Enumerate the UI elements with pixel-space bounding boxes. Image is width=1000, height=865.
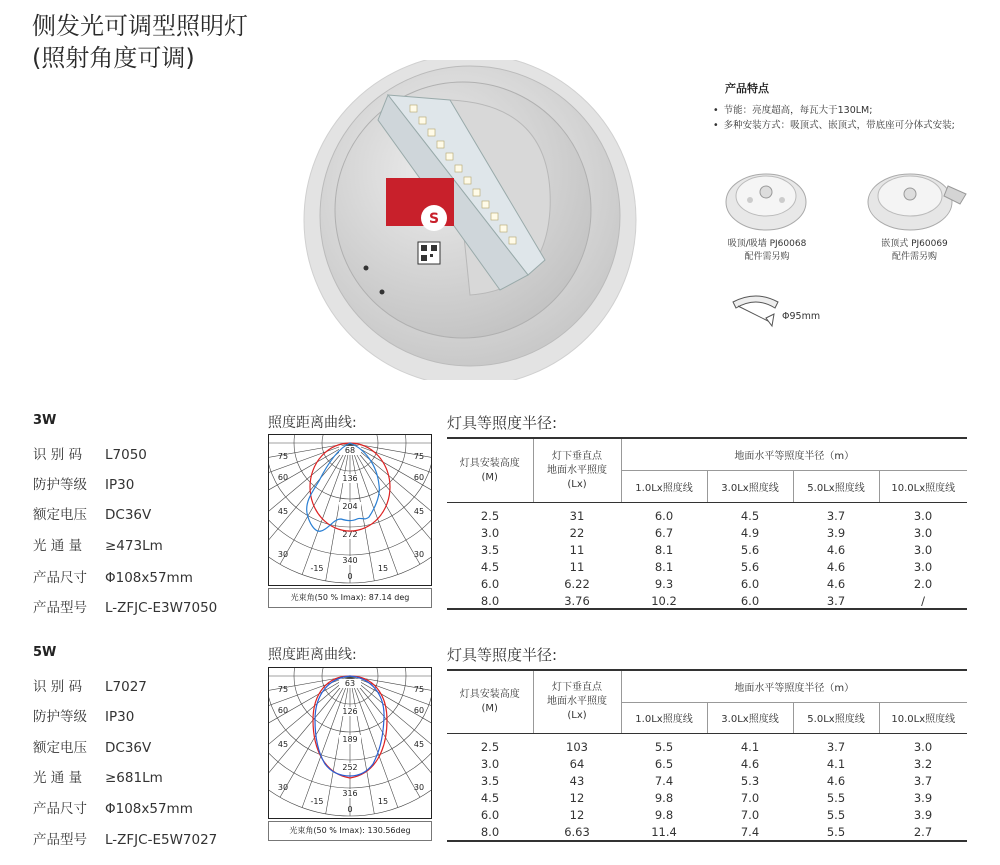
- product-photo: [300, 60, 645, 380]
- table-row: [447, 823, 967, 840]
- polar-angle-label: 30: [277, 550, 289, 559]
- polar-angle-label: -15: [310, 564, 324, 573]
- spec-row: [33, 675, 147, 695]
- accessory-caption: [862, 238, 967, 264]
- polar-chart-title: 照度距离曲线:: [268, 647, 357, 663]
- illuminance-table: [447, 439, 967, 609]
- cell: 11: [569, 542, 585, 557]
- header-radius-3lx: 3.0Lx照度线: [707, 470, 793, 502]
- header-line: (Lx): [567, 478, 587, 490]
- spec-value: ≥681Lm: [105, 770, 163, 786]
- page-title: [32, 10, 248, 74]
- cell: 3.7: [913, 773, 933, 788]
- header-line: 灯下垂直点: [552, 682, 602, 693]
- cell: 5.6: [740, 559, 760, 574]
- spec-row: [33, 797, 193, 817]
- polar-angle-label: 30: [277, 783, 289, 792]
- cell: 7.0: [740, 807, 760, 822]
- spec-row: [33, 534, 163, 554]
- polar-ring-label: 136: [342, 474, 358, 483]
- table-bottom-rule: [447, 840, 967, 842]
- cell: 6.22: [564, 576, 590, 591]
- polar-angle-label: 60: [413, 473, 425, 482]
- polar-angle-label: 30: [413, 550, 425, 559]
- accessory-caption: [722, 238, 812, 264]
- table-row: [447, 806, 967, 823]
- cell: 6.0: [654, 508, 674, 523]
- table-row: [447, 789, 967, 806]
- table-title: 灯具等照度半径:: [447, 414, 558, 432]
- cell: 7.0: [740, 790, 760, 805]
- cell: 4.6: [826, 542, 846, 557]
- polar-angle-label: 75: [413, 452, 425, 461]
- spec-row: [33, 473, 134, 493]
- spec-value: Φ108x57mm: [105, 570, 193, 586]
- spec-key: 防护等级: [33, 709, 87, 725]
- cell: 12: [569, 807, 585, 822]
- cell: 9.8: [654, 807, 674, 822]
- polar-angle-label: 60: [277, 706, 289, 715]
- cell: 103: [566, 739, 588, 754]
- header-radius-5lx: 5.0Lx照度线: [793, 470, 879, 502]
- spec-value: ≥473Lm: [105, 538, 163, 554]
- power-heading: 5W: [33, 645, 57, 660]
- polar-angle-label: 75: [277, 685, 289, 694]
- spec-row: [33, 443, 147, 463]
- spec-value: Φ108x57mm: [105, 801, 193, 817]
- spec-key: 产品尺寸: [33, 801, 87, 817]
- table-row: [447, 524, 967, 541]
- polar-angle-label: 60: [277, 473, 289, 482]
- polar-angle-label: 45: [277, 740, 289, 749]
- feature-item: • 节能：亮度超高，每瓦大于130LM;: [713, 102, 872, 116]
- spec-key: 产品尺寸: [33, 570, 87, 586]
- cell: 5.5: [826, 807, 846, 822]
- cell: 2.0: [913, 576, 933, 591]
- cell: 4.5: [480, 559, 500, 574]
- header-vertical-illuminance: [533, 439, 621, 502]
- table-row: [447, 738, 967, 755]
- spec-key: 产品型号: [33, 832, 87, 848]
- cell: 6.0: [740, 593, 760, 608]
- cell: 3.5: [480, 773, 500, 788]
- certification-mark-label: S: [428, 211, 440, 227]
- spec-row: [33, 566, 193, 586]
- power-heading: 3W: [33, 413, 57, 428]
- cell: 3.0: [913, 542, 933, 557]
- cell: 3.7: [826, 593, 846, 608]
- cell: 3.0: [480, 525, 500, 540]
- spec-value: L7027: [105, 679, 147, 695]
- cell: 5.5: [654, 739, 674, 754]
- polar-curve-blue: [307, 443, 380, 531]
- polar-angle-label: 60: [413, 706, 425, 715]
- table-row: [447, 541, 967, 558]
- table-row: [447, 558, 967, 575]
- header-radius-10lx: 10.0Lx照度线: [891, 482, 956, 494]
- cell: 4.5: [740, 508, 760, 523]
- polar-angle-label: 0: [347, 572, 353, 581]
- spec-key: 光 通 量: [33, 538, 83, 554]
- table-row: [447, 755, 967, 772]
- cell: 4.6: [826, 773, 846, 788]
- cell: 6.7: [654, 525, 674, 540]
- cell: 9.3: [654, 576, 674, 591]
- header-install-height: [447, 439, 533, 502]
- polar-ring-label: 126: [342, 707, 358, 716]
- spec-value: L-ZFJC-E5W7027: [105, 832, 218, 848]
- cell: 4.1: [740, 739, 760, 754]
- cell: 3.0: [913, 739, 933, 754]
- cell: 8.1: [654, 542, 674, 557]
- header-line: 地面水平照度: [547, 696, 607, 707]
- cell: 3.0: [480, 756, 500, 771]
- cell: 2.7: [913, 824, 933, 839]
- cell: 6.0: [480, 807, 500, 822]
- cell: 3.2: [913, 756, 933, 771]
- cell: 8.0: [480, 593, 500, 608]
- cell: 6.0: [740, 576, 760, 591]
- cell: 4.5: [480, 790, 500, 805]
- cell: 3.7: [826, 508, 846, 523]
- spec-key: 产品型号: [33, 600, 87, 616]
- table-row: [447, 592, 967, 609]
- header-radius-5lx: 5.0Lx照度线: [793, 702, 879, 733]
- cell: 8.0: [480, 824, 500, 839]
- polar-chart-svg: [269, 435, 431, 585]
- table-title: 灯具等照度半径:: [447, 646, 558, 664]
- cell: 4.1: [826, 756, 846, 771]
- spec-value: DC36V: [105, 507, 152, 523]
- spec-key: 额定电压: [33, 740, 87, 756]
- cell: 3.0: [913, 508, 933, 523]
- accessory-caption-line: 嵌顶式 PJ60069: [881, 239, 948, 249]
- cutout-dimension-icon: [728, 288, 783, 332]
- polar-chart-box: [268, 434, 432, 586]
- header-line: (Lx): [567, 710, 587, 721]
- polar-ring-label: 204: [342, 502, 358, 511]
- cell: 3.76: [564, 593, 590, 608]
- header-radius-3lx: 3.0Lx照度线: [707, 702, 793, 733]
- header-install-height: [447, 671, 533, 733]
- spec-row: [33, 596, 217, 616]
- spec-row: [33, 705, 134, 725]
- cell: 2.5: [480, 739, 500, 754]
- illuminance-table: [447, 671, 967, 840]
- spec-value: DC36V: [105, 740, 152, 756]
- cell: 6.5: [654, 756, 674, 771]
- header-line: (M): [481, 703, 498, 714]
- table-row: [447, 575, 967, 592]
- cell: 4.6: [826, 559, 846, 574]
- cell: 22: [569, 525, 585, 540]
- header-radius-group: 地面水平等照度半径（m）: [621, 671, 967, 702]
- polar-chart-title: 照度距离曲线:: [268, 415, 357, 431]
- header-line: 灯具安装高度: [459, 689, 520, 700]
- polar-chart-box: [268, 667, 432, 819]
- accessory-caption-line: 配件需另购: [744, 252, 790, 262]
- cell: 3.9: [826, 525, 846, 540]
- polar-ring-label: 252: [342, 763, 358, 772]
- spec-value: L-ZFJC-E3W7050: [105, 600, 218, 616]
- spec-row: [33, 503, 151, 523]
- cell: /: [921, 593, 925, 608]
- cell: 9.8: [654, 790, 674, 805]
- polar-angle-label: 0: [347, 805, 353, 814]
- accessory-caption-line: 吸顶/吸墙 PJ60068: [727, 239, 807, 249]
- features-title: 产品特点: [725, 82, 769, 95]
- polar-angle-label: 30: [413, 783, 425, 792]
- cell: 2.5: [480, 508, 500, 523]
- polar-ring-label: 63: [344, 679, 356, 688]
- cell: 4.9: [740, 525, 760, 540]
- cell: 8.1: [654, 559, 674, 574]
- spec-key: 识 别 码: [33, 447, 83, 463]
- header-line: (M): [481, 471, 498, 483]
- table-row: [447, 772, 967, 789]
- polar-ring-label: 340: [342, 556, 358, 565]
- beam-angle: 光束角(50 % Imax): 130.56deg: [268, 821, 432, 841]
- cell: 4.6: [826, 576, 846, 591]
- polar-ring-label: 316: [342, 789, 358, 798]
- spec-key: 额定电压: [33, 507, 87, 523]
- polar-angle-label: 45: [413, 740, 425, 749]
- cell: 7.4: [654, 773, 674, 788]
- cell: 6.0: [480, 576, 500, 591]
- beam-angle: 光束角(50 % Imax): 87.14 deg: [268, 588, 432, 608]
- header-line: 灯具安装高度: [459, 457, 520, 469]
- cell: 3.0: [913, 525, 933, 540]
- spec-key: 光 通 量: [33, 770, 83, 786]
- spec-row: [33, 736, 151, 756]
- spec-key: 防护等级: [33, 477, 87, 493]
- header-radius-group: 地面水平等照度半径（m）: [621, 439, 967, 470]
- accessory-caption-line: 配件需另购: [891, 252, 937, 262]
- accessory-recessed-image: [862, 164, 970, 234]
- header-radius-10lx: 10.0Lx照度线: [891, 714, 956, 726]
- spec-value: L7050: [105, 447, 147, 463]
- cell: 5.5: [826, 790, 846, 805]
- polar-angle-label: -15: [310, 797, 324, 806]
- cell: 12: [569, 790, 585, 805]
- cell: 5.6: [740, 542, 760, 557]
- cell: 4.6: [740, 756, 760, 771]
- spec-row: [33, 766, 163, 786]
- cell: 5.3: [740, 773, 760, 788]
- polar-angle-label: 45: [277, 507, 289, 516]
- polar-ring-label: 68: [344, 446, 356, 455]
- page-title-line-2: (照射角度可调): [32, 44, 195, 72]
- cell: 3.0: [913, 559, 933, 574]
- polar-chart-svg: [269, 668, 431, 818]
- polar-angle-label: 45: [413, 507, 425, 516]
- spec-value: IP30: [105, 477, 135, 493]
- cell: 3.5: [480, 542, 500, 557]
- cell: 64: [569, 756, 585, 771]
- cell: 11: [569, 559, 585, 574]
- cell: 11.4: [651, 824, 677, 839]
- header-radius-1lx: 1.0Lx照度线: [621, 702, 707, 733]
- cell: 3.7: [826, 739, 846, 754]
- polar-angle-label: 15: [377, 564, 389, 573]
- header-line: 灯下垂直点: [552, 450, 602, 462]
- cell: 6.63: [564, 824, 590, 839]
- spec-row: [33, 828, 217, 848]
- table-row: [447, 507, 967, 524]
- polar-angle-label: 75: [277, 452, 289, 461]
- accessory-surface-mount-image: [722, 162, 810, 234]
- cell: 43: [569, 773, 585, 788]
- polar-ring-label: 189: [342, 735, 358, 744]
- polar-ring-label: 272: [342, 530, 358, 539]
- cell: 3.9: [913, 790, 933, 805]
- cell: 3.9: [913, 807, 933, 822]
- polar-angle-label: 15: [377, 797, 389, 806]
- feature-item: • 多种安装方式：吸顶式、嵌顶式，带底座可分体式安装;: [713, 117, 955, 131]
- cell: 5.5: [826, 824, 846, 839]
- cutout-dimension: Φ95mm: [782, 311, 821, 322]
- cell: 7.4: [740, 824, 760, 839]
- spec-value: IP30: [105, 709, 135, 725]
- header-line: 地面水平照度: [547, 464, 607, 476]
- header-radius-1lx: 1.0Lx照度线: [621, 470, 707, 502]
- cell: 10.2: [651, 593, 677, 608]
- page-title-line-1: 侧发光可调型照明灯: [32, 12, 248, 40]
- spec-key: 识 别 码: [33, 679, 83, 695]
- cell: 31: [569, 508, 585, 523]
- polar-angle-label: 75: [413, 685, 425, 694]
- header-vertical-illuminance: [533, 671, 621, 733]
